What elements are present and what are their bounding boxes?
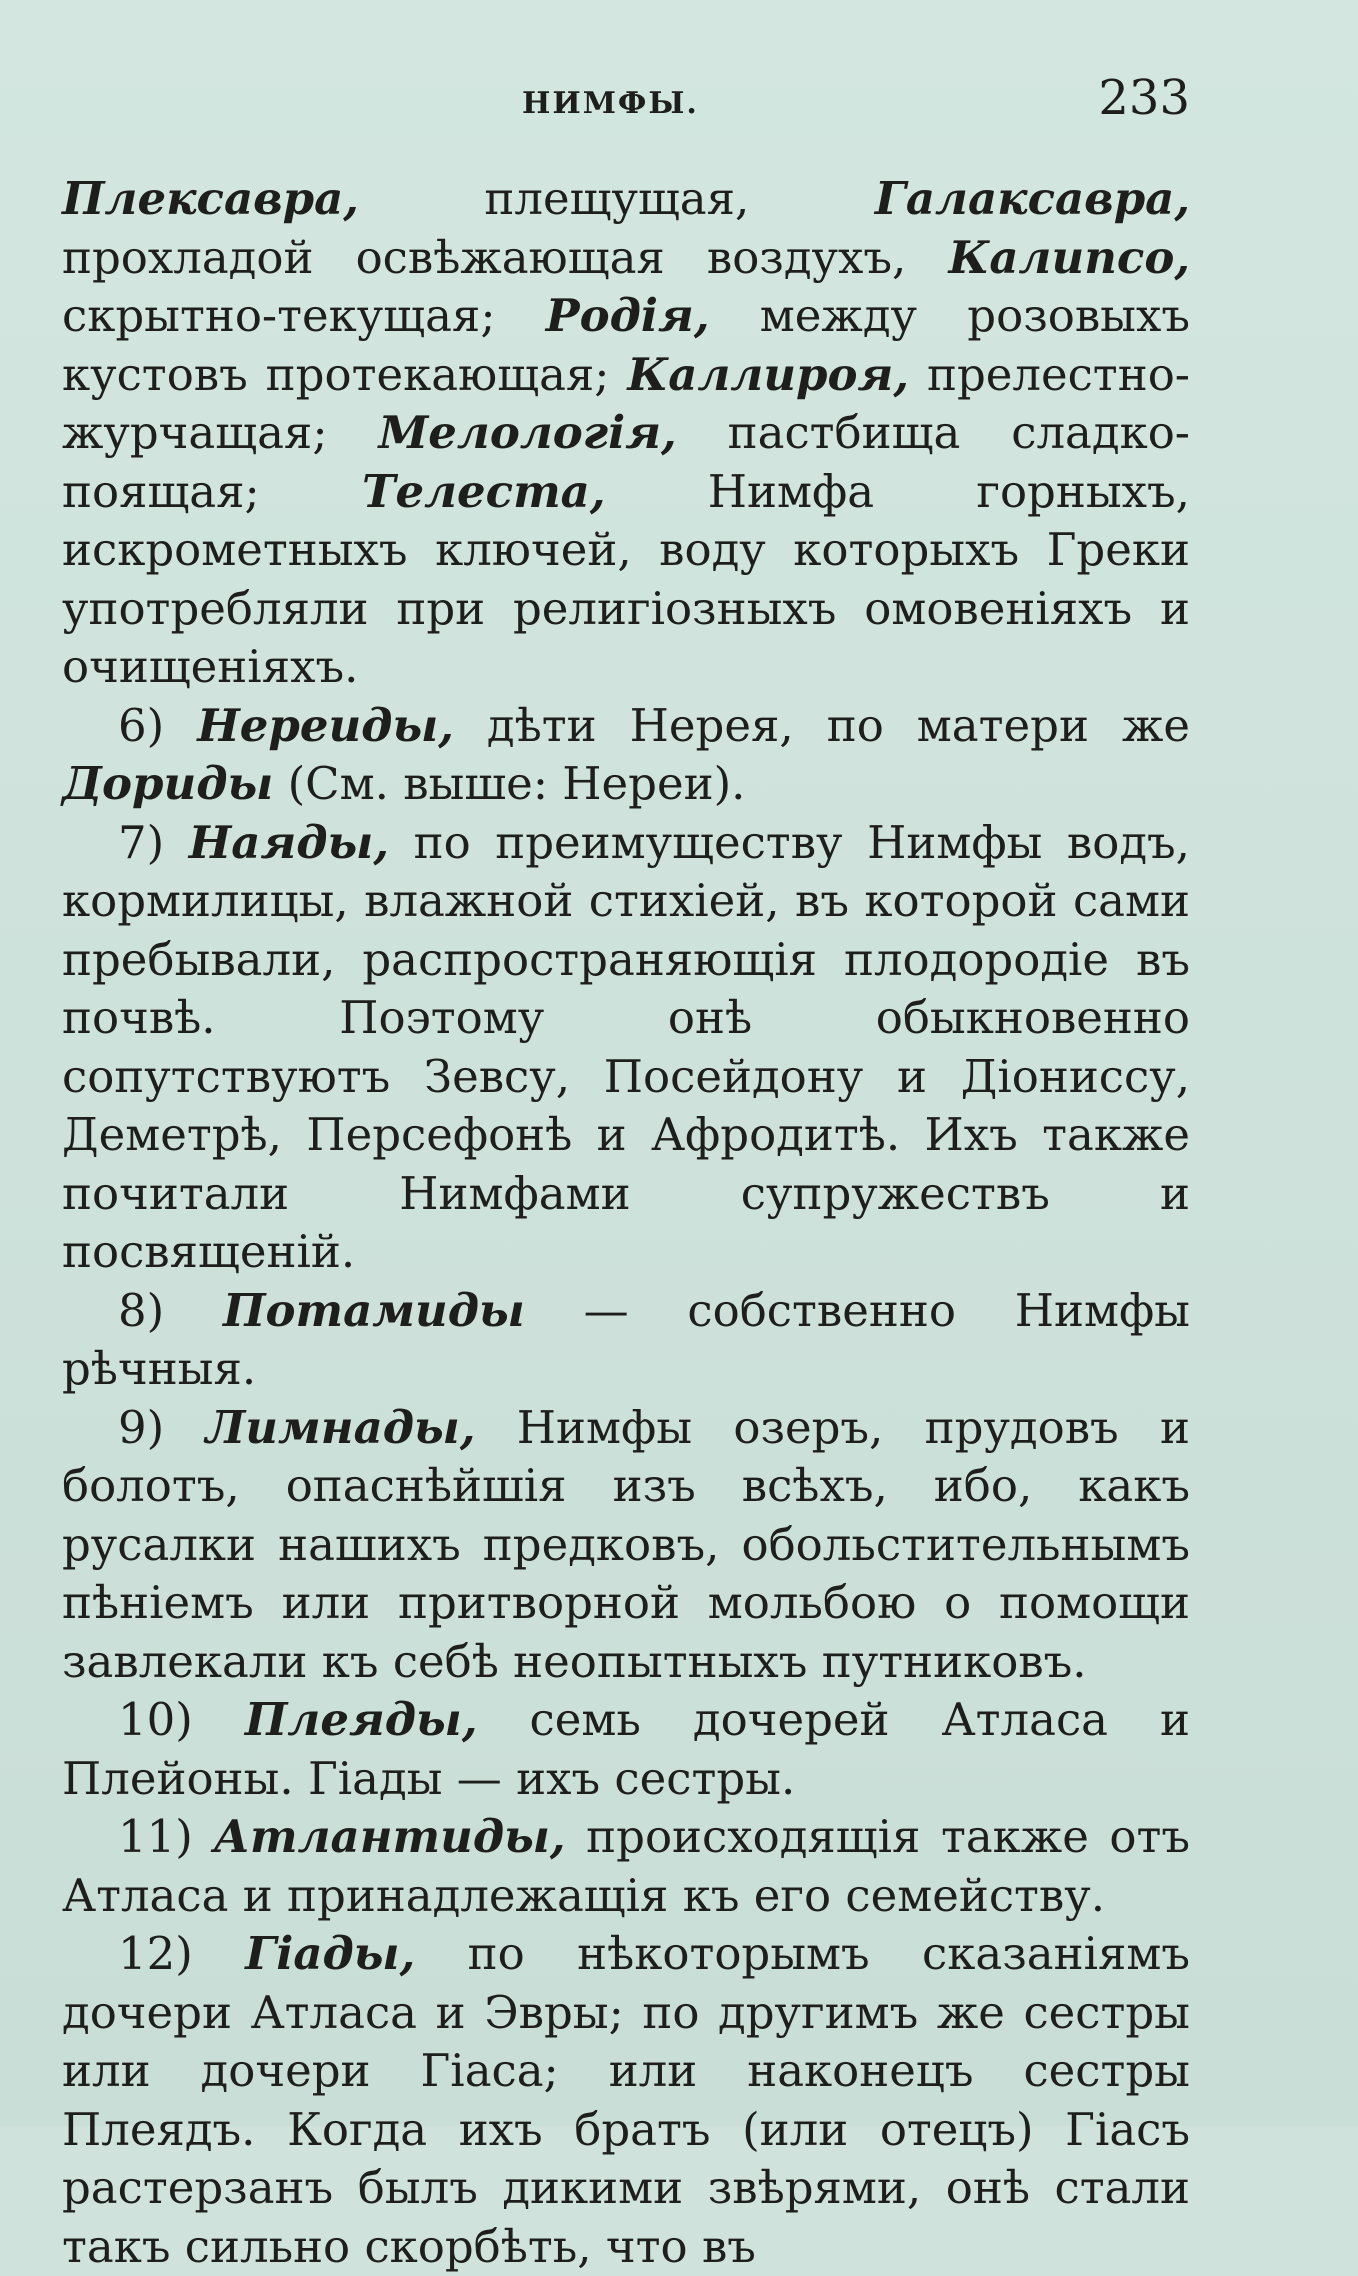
- paragraph-6-nereids: [62, 697, 1190, 814]
- text-run: 8): [118, 1283, 223, 1337]
- text-run: 6): [118, 698, 198, 752]
- page-header: [62, 70, 1190, 140]
- italic-term: Атлантиды,: [213, 1810, 566, 1863]
- text-run: Нимфа горныхъ, искрометныхъ ключей, воду которыхъ Греки употребляли при религіозныхъ омовеніяхъ и очищеніяхъ.: [62, 464, 1190, 693]
- text-run: между розовыхъ кустовъ протекающая;: [62, 289, 1191, 401]
- paragraph-11-atlantids: [62, 1808, 1190, 1925]
- text-run: Нимфы озеръ, прудовъ и болотъ, опаснѣйшія изъ всѣхъ, ибо, какъ русалки нашихъ предковъ, обольстительнымъ пѣніемъ или притворной мольбою о помощи завлекали къ себѣ неопытныхъ путниковъ.: [62, 1400, 1190, 1688]
- text-run: — собственно Нимфы рѣчныя.: [62, 1283, 1190, 1395]
- text-run: 9): [118, 1400, 206, 1454]
- text-run: происходящія также отъ Атласа и принадлежащія къ его семейству.: [62, 1810, 1190, 1922]
- body-text: [62, 170, 1190, 2276]
- paragraph-10-pleiades: [62, 1691, 1190, 1808]
- italic-term: Наяды,: [188, 815, 390, 869]
- running-title: НИМФЫ.: [522, 86, 699, 121]
- text-run: 10): [118, 1693, 245, 1746]
- italic-term: Каллироя,: [627, 347, 910, 401]
- italic-term: Калипсо,: [948, 230, 1190, 284]
- text-run: 11): [118, 1810, 214, 1863]
- text-run: пастбища сладко-поящая;: [62, 406, 1191, 518]
- italic-term: Мелологія,: [378, 406, 677, 459]
- italic-term: Плеяды,: [244, 1693, 478, 1746]
- italic-term: Гіады,: [245, 1927, 416, 1980]
- text-run: прелестно-журчащая;: [62, 347, 1190, 459]
- paragraph-7-naiads: [62, 814, 1190, 1282]
- text-run: прохладой освѣжающая воздухъ,: [62, 230, 949, 284]
- text-run: семь дочерей Атласа и Плейоны. Гіады — ихъ сестры.: [62, 1693, 1191, 1805]
- text-run: скрытно-текущая;: [62, 289, 546, 342]
- paragraph-8-potamids: [62, 1282, 1190, 1399]
- italic-term: Плексавра,: [62, 172, 359, 225]
- italic-term: Родія,: [545, 289, 710, 342]
- text-run: по преимуществу Нимфы водъ, кормилицы, влажной стихіей, въ которой сами пребывали, распространяющія плодородіе въ почвѣ. Поэтому онѣ обыкновенно сопутствуютъ Зевсу, Посейдону и Діониссу, Деметрѣ, Персефонѣ и Афродитѣ. Ихъ также почитали Нимфами супружествъ и посвященій.: [62, 815, 1190, 1278]
- text-run: плещущая,: [358, 172, 875, 225]
- italic-term: Лимнады,: [205, 1400, 476, 1454]
- italic-term: Потамиды: [222, 1283, 525, 1337]
- page-number: 233: [1098, 70, 1190, 126]
- italic-term: Дориды: [62, 757, 274, 810]
- paragraph-9-limnads: [62, 1399, 1190, 1692]
- text-run: 7): [118, 815, 189, 869]
- paragraph-1: [62, 170, 1190, 697]
- paragraph-12-hyades: [62, 1925, 1190, 2276]
- italic-term: Галаксавра,: [874, 172, 1190, 225]
- text-run: (См. выше: Нереи).: [273, 757, 746, 810]
- text-run: по нѣкоторымъ сказаніямъ дочери Атласа и Эвры; по другимъ же сестры или дочери Гіаса; или наконецъ сестры Плеядъ. Когда ихъ братъ (или отецъ) Гіасъ растерзанъ былъ дикими звѣрями, онѣ стали такъ сильно скорбѣть, что въ: [62, 1927, 1190, 2273]
- italic-term: Телеста,: [361, 464, 606, 518]
- text-run: 12): [118, 1927, 246, 1980]
- text-run: дѣти Нерея, по матери же: [453, 698, 1190, 752]
- italic-term: Нереиды,: [197, 698, 454, 752]
